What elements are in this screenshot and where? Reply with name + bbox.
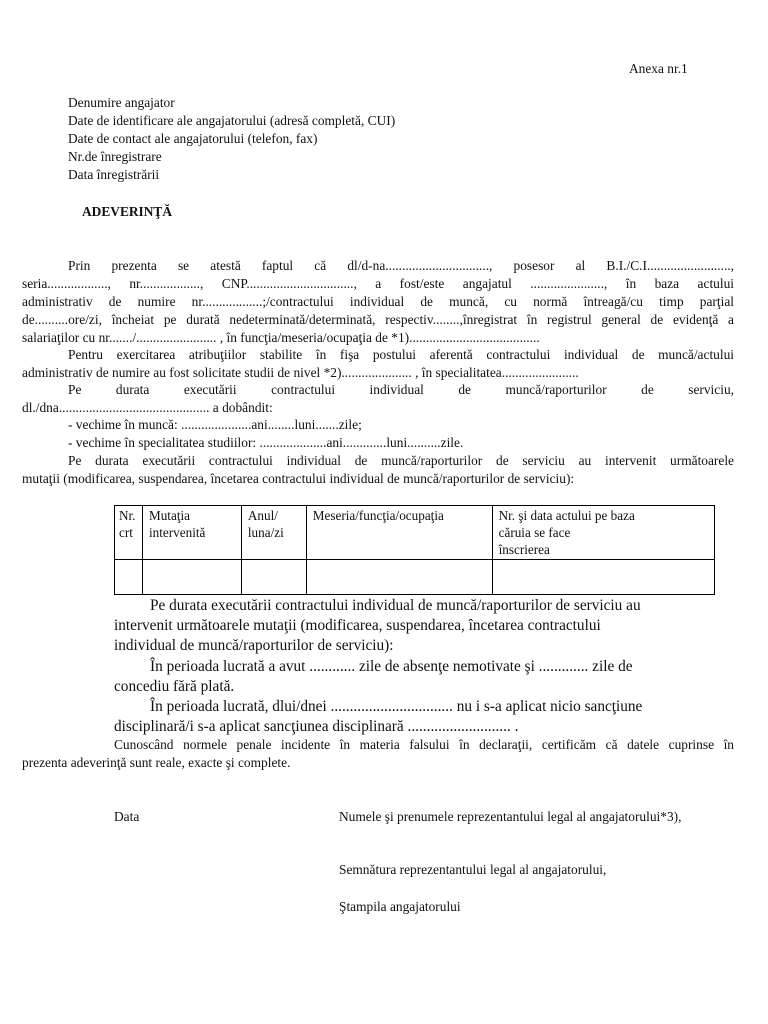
annex-label: Anexa nr.1 <box>629 61 688 76</box>
body-line: administrativ de numire au fost solicitate studii de nivel *2)..................... , în specialitatea....................... <box>22 365 579 380</box>
closing-line: prezenta adeverinţă sunt reale, exacte şi complete. <box>22 755 291 770</box>
large-line: individual de muncă/raporturilor de serviciu): <box>114 637 394 654</box>
body-line: Pe durata executării contractului individual de muncă/raporturilor de serviciu, <box>68 382 734 397</box>
large-line: disciplinară/i s-a aplicat sancţiunea disciplinară ........................... . <box>114 718 519 735</box>
table-cell[interactable] <box>115 560 143 595</box>
mutations-table <box>114 505 715 595</box>
large-line: concediu fără plată. <box>114 678 235 695</box>
large-line: Pe durata executării contractului individual de muncă/raporturilor de serviciu au <box>150 597 641 614</box>
header-mutation: Mutaţia intervenită <box>142 506 241 560</box>
large-line: intervenit următoarele mutaţii (modificarea, suspendarea, încetarea contractului <box>114 617 601 634</box>
legal-representative-name-label: Numele şi prenumele reprezentantului legal al angajatorului*3), <box>339 809 682 824</box>
body-line: administrativ de numire nr..................;/contractului individual de muncă, cu normă întreagă/cu timp parţial <box>22 294 734 309</box>
date-label: Data <box>114 809 140 824</box>
body-line: salariaţilor cu nr......./........................ , în funcţia/meseria/ocupaţia de *1)....................................... <box>22 330 540 345</box>
header-date: Anul/ luna/zi <box>241 506 306 560</box>
body-line: de..........ore/zi, încheiat pe durată nedeterminată/determinată, respectiv........,înregistrat în registrul general de evidenţă a <box>22 312 734 327</box>
header-act: Nr. şi data actului pe baza căruia se face înscrierea <box>492 506 714 560</box>
seniority-specialty-line: - vechime în specialitatea studiilor: ....................ani.............luni..........zile. <box>68 435 464 450</box>
body-line: mutaţii (modificarea, suspendarea, încetarea contractului individual de muncă/raporturilor de serviciu): <box>22 471 575 486</box>
stamp-label: Ştampila angajatorului <box>339 899 461 914</box>
absences-line: În perioada lucrată a avut ............ zile de absenţe nemotivate şi ............. zile de <box>150 658 633 675</box>
body-line: Pe durata executării contractului individual de muncă/raporturilor de serviciu au intervenit următoarele <box>68 453 734 468</box>
closing-line: Cunoscând normele penale incidente în materia falsului în declaraţii, certificăm că datele cuprinse în <box>114 737 734 752</box>
employer-id-field: Date de identificare ale angajatorului (adresă completă, CUI) <box>68 113 396 128</box>
document-title: ADEVERINŢĂ <box>82 204 173 219</box>
table-header-row <box>115 506 715 560</box>
table-cell[interactable] <box>241 560 306 595</box>
employer-name-field: Denumire angajator <box>68 95 175 110</box>
body-line: dl./dna............................................. a dobândit: <box>22 400 273 415</box>
header-occupation: Meseria/funcţia/ocupaţia <box>306 506 492 560</box>
body-line: seria.................., nr.................., CNP................................, a fost/este angajatul ......................, în baza actului <box>22 276 734 291</box>
registration-number-field: Nr.de înregistrare <box>68 149 162 164</box>
registration-date-field: Data înregistrării <box>68 167 160 182</box>
table-row <box>115 560 715 595</box>
body-line: Prin prezenta se atestă faptul că dl/d-na..............................., posesor al B.I./C.I........................., <box>68 258 734 273</box>
signature-label: Semnătura reprezentantului legal al angajatorului, <box>339 862 607 877</box>
body-line: Pentru exercitarea atribuţiilor stabilite în fişa postului aferentă contractului individual de muncă/actului <box>68 347 734 362</box>
table-cell[interactable] <box>306 560 492 595</box>
table-cell[interactable] <box>142 560 241 595</box>
sanctions-line: În perioada lucrată, dlui/dnei ................................ nu i s-a aplicat nicio sancţiune <box>150 698 643 715</box>
table-cell[interactable] <box>492 560 714 595</box>
seniority-work-line: - vechime în muncă: .....................ani........luni.......zile; <box>68 417 362 432</box>
header-nr-crt: Nr. crt <box>115 506 143 560</box>
employer-contact-field: Date de contact ale angajatorului (telefon, fax) <box>68 131 318 146</box>
